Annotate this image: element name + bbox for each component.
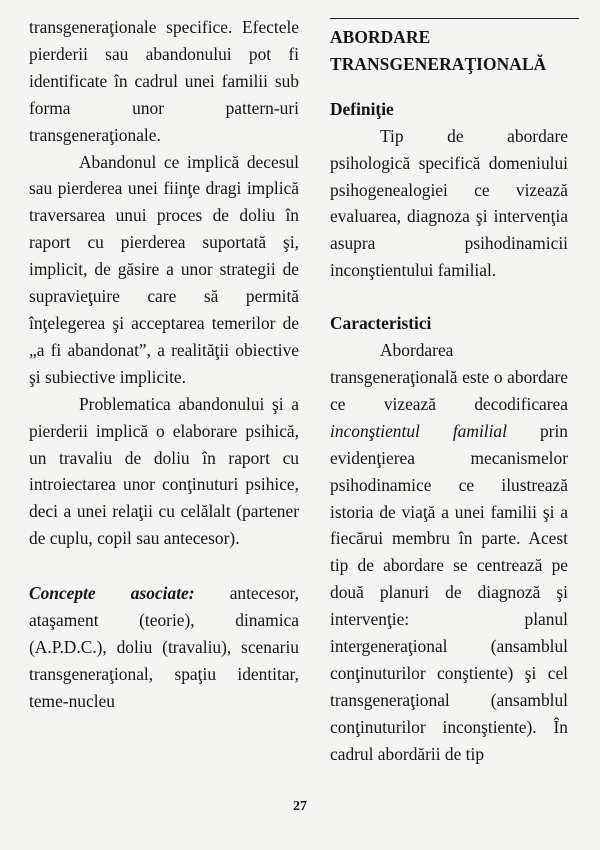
paragraph-patterns: transgeneraţionale specifice. Efectele pierderii sau abandonului pot fi identificate în cadrul unei familii sub forma unor pattern-uri transgeneraţionale.: [29, 17, 299, 145]
caracteristici-text-start: Abordarea transgeneraţională este o abordare ce vizează decodificarea: [330, 340, 568, 414]
concepte-asociate-label: Concepte asociate:: [29, 583, 195, 604]
definitie-title: Definiţie: [330, 98, 394, 119]
caracteristici-text-end: prin evidenţierea mecanismelor psihodinamice ce ilustrează istoria de viaţă a unei familii şi a fiecărui membru în parte. Acest tip de abordare se centrează pe două planuri de diagnoză şi intervenţie: planul intergeneraţional (ansamblul conţinuturilor conştiente) şi cel transgeneraţional (ansamblul conţinuturilor inconştiente). În cadrul abordării de tip: [330, 420, 568, 764]
caracteristici-title: Caracteristici: [330, 313, 432, 334]
caracteristici-text: [330, 337, 568, 768]
right-column: [330, 14, 568, 768]
paragraph-problematica: Problematica abandonului şi a pierderii implică o elaborare psihică, un travaliu de doliu în raport cu introiectarea unor conţinuturi psihice, deci a unei relaţii cu celălalt (partener de cuplu, copil sau antecesor).: [29, 393, 299, 549]
concepte-asociate-list: antecesor, ataşament (teorie), dinamica (A.P.D.C.), doliu (travaliu), scenariu transgeneraţional, spaţiu identitar, teme-nucleu: [29, 583, 299, 711]
page-number: 27: [293, 799, 307, 814]
definitie-text: Tip de abordare psihologică specifică domeniului psihogenealogiei ce vizează evaluarea, diagnoza şi intervenţia asupra psihodinamicii inconştientului familial.: [330, 125, 568, 281]
paragraph-abandon-doliu: Abandonul ce implică decesul sau pierderea unei fiinţe dragi implică traversarea unui proces de doliu în raport cu pierderea suportată şi, implicit, de găsire a unor strategii de supravieţuire care să permită înţelegerea şi acceptarea temerilor de „a fi abandonat”, a realităţii obiective şi subiective implicite.: [29, 151, 299, 387]
entry-heading: [330, 24, 568, 78]
entry-heading-line2: TRANSGENERAŢIONALĂ: [330, 53, 547, 74]
caracteristici-italic-term: inconştientul familial: [330, 420, 507, 441]
concepte-asociate: [29, 580, 299, 715]
left-column: [29, 14, 299, 715]
entry-heading-line1: ABORDARE: [330, 27, 431, 47]
